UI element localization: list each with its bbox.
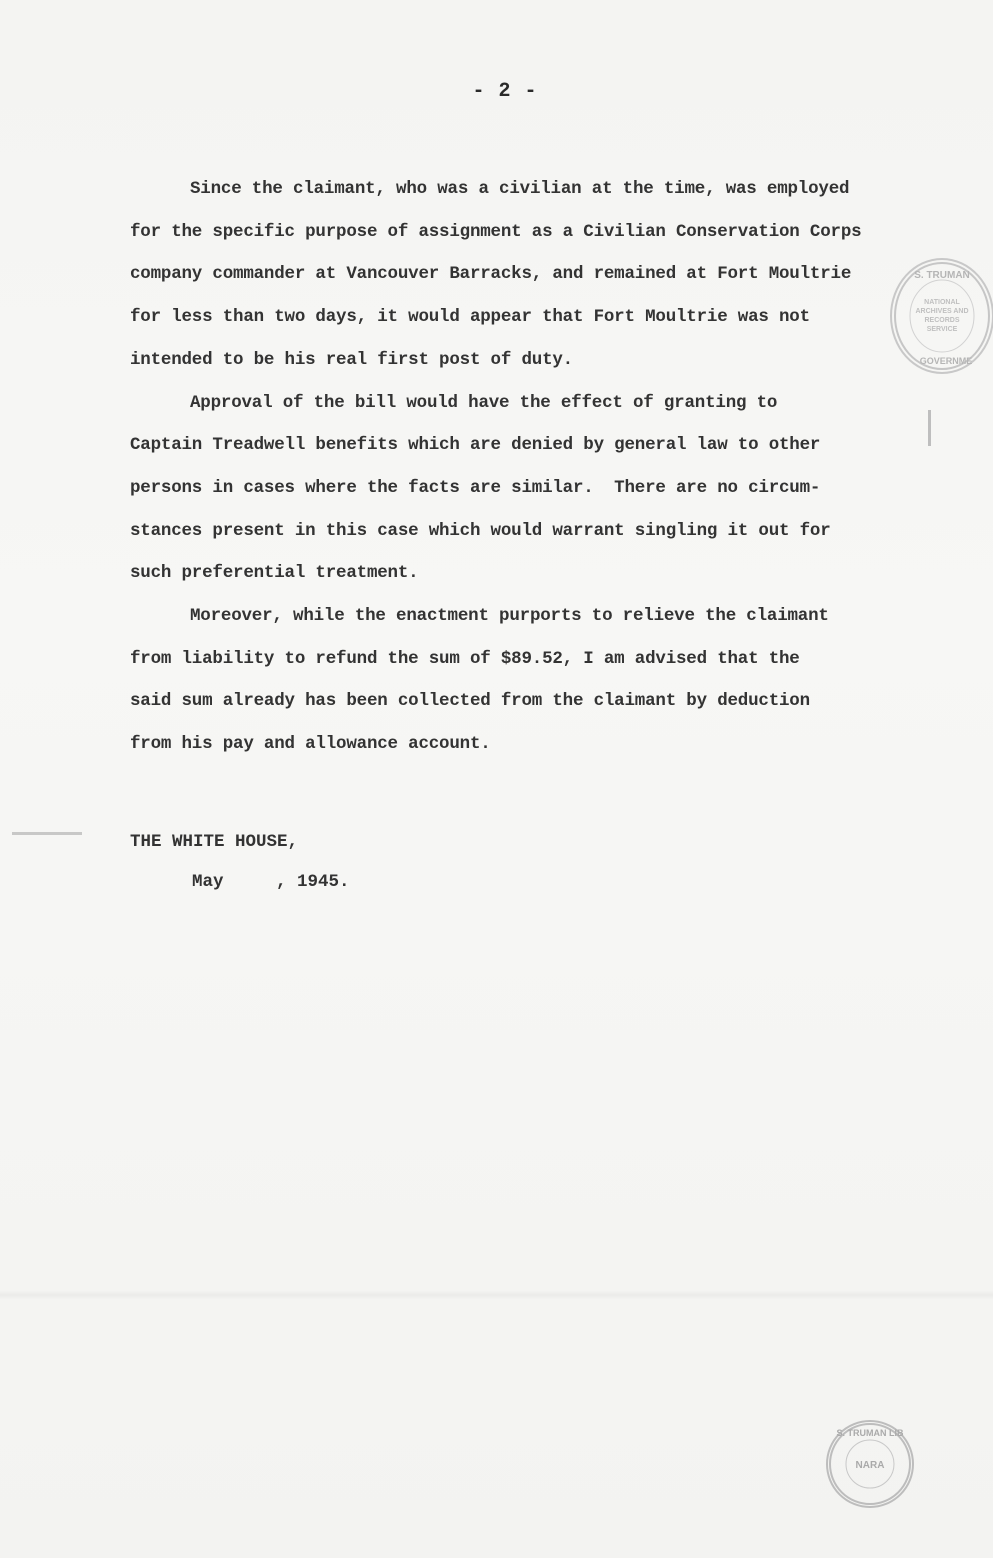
- svg-text:NATIONAL: NATIONAL: [924, 299, 960, 306]
- paragraph-line: persons in cases where the facts are similar. There are no circum-: [130, 477, 821, 498]
- svg-text:RECORDS: RECORDS: [924, 317, 960, 324]
- paragraph-line: stances present in this case which would warrant singling it out for: [130, 520, 831, 541]
- paragraph-line: such preferential treatment.: [130, 563, 419, 584]
- svg-text:GOVERNME: GOVERNME: [919, 356, 973, 366]
- paragraph-line: said sum already has been collected from the claimant by deduction: [130, 691, 810, 712]
- paragraph-line: from liability to refund the sum of $89.52, I am advised that the: [130, 648, 800, 669]
- svg-text:S. TRUMAN: S. TRUMAN: [914, 270, 970, 281]
- closing-block: [130, 822, 350, 902]
- page-number: - 2 -: [472, 80, 538, 103]
- paragraph-line: company commander at Vancouver Barracks, and remained at Fort Moultrie: [130, 264, 852, 285]
- svg-text:S. TRUMAN LIB: S. TRUMAN LIB: [836, 1428, 904, 1438]
- svg-text:SERVICE: SERVICE: [926, 326, 958, 333]
- svg-text:ARCHIVES AND: ARCHIVES AND: [915, 308, 969, 315]
- closing-place: THE WHITE HOUSE,: [130, 832, 299, 852]
- paragraph-line: Since the claimant, who was a civilian at the time, was employed: [190, 179, 850, 199]
- paragraph-line: from his pay and allowance account.: [130, 734, 491, 755]
- margin-mark: [12, 832, 82, 835]
- margin-mark: [928, 410, 931, 446]
- paragraph-line: Approval of the bill would have the effect of granting to: [190, 392, 778, 413]
- paragraph-1: [130, 168, 890, 382]
- seal-icon: [828, 1422, 912, 1506]
- archive-seal-stamp: [890, 258, 993, 374]
- closing-date: May , 1945.: [192, 872, 350, 892]
- paragraph-line: Moreover, while the enactment purports to relieve the claimant: [190, 606, 829, 627]
- letter-body: [130, 168, 890, 766]
- paragraph-line: for the specific purpose of assignment as a Civilian Conservation Corps: [130, 221, 862, 242]
- paragraph-3: [130, 595, 890, 766]
- svg-text:NARA: NARA: [855, 1460, 885, 1471]
- library-seal-stamp: [826, 1420, 914, 1508]
- page-fold-shadow: [0, 1290, 993, 1300]
- paragraph-line: Captain Treadwell benefits which are denied by general law to other: [130, 435, 821, 456]
- paragraph-2: [130, 382, 890, 596]
- paragraph-line: intended to be his real first post of duty.: [130, 349, 573, 370]
- paragraph-line: for less than two days, it would appear that Fort Moultrie was not: [130, 307, 810, 328]
- seal-icon: [892, 260, 992, 372]
